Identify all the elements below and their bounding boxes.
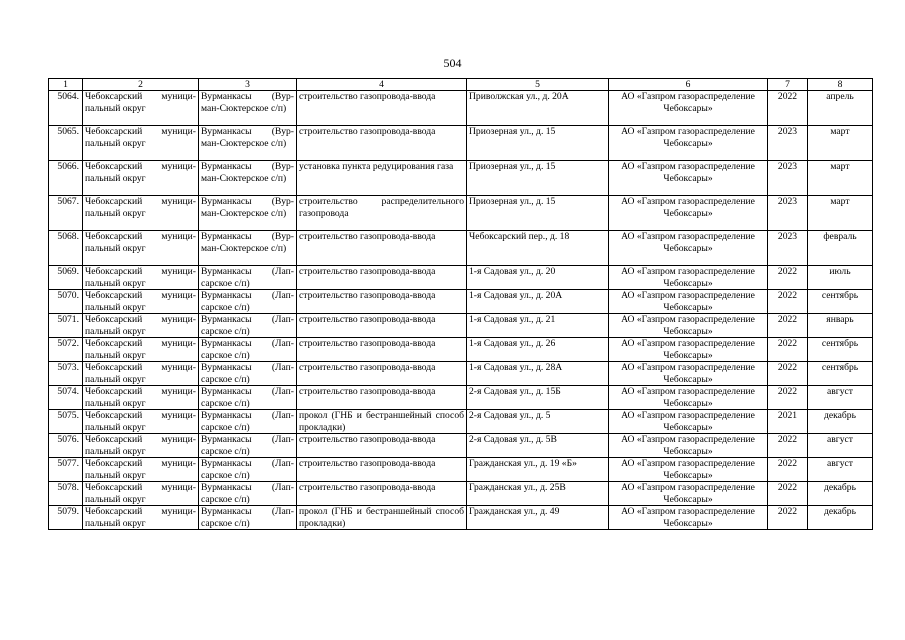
year-cell: 2023 — [768, 196, 808, 231]
address-cell: 1-я Садовая ул., д. 21 — [467, 314, 609, 338]
column-number-1: 1 — [49, 79, 83, 91]
organization-cell: АО «Газпром газораспределение Чебоксары» — [609, 196, 768, 231]
year-cell: 2022 — [768, 266, 808, 290]
table-row — [49, 506, 873, 530]
work-type-cell: строительство газопровода-ввода — [297, 266, 467, 290]
table-row — [49, 410, 873, 434]
organization-cell: АО «Газпром газораспределение Чебоксары» — [609, 290, 768, 314]
table-row — [49, 231, 873, 266]
district-cell: Чебоксарский муници-пальный округ — [83, 126, 199, 161]
column-number-4: 4 — [297, 79, 467, 91]
organization-cell: АО «Газпром газораспределение Чебоксары» — [609, 126, 768, 161]
address-cell: 2-я Садовая ул., д. 5В — [467, 434, 609, 458]
column-number-5: 5 — [467, 79, 609, 91]
district-cell: Чебоксарский муници-пальный округ — [83, 458, 199, 482]
organization-cell: АО «Газпром газораспределение Чебоксары» — [609, 161, 768, 196]
settlement-cell: Вурманкасы (Вур-ман-Сюктерское с/п) — [199, 231, 297, 266]
work-type-cell: строительство газопровода-ввода — [297, 314, 467, 338]
year-cell: 2022 — [768, 362, 808, 386]
organization-cell: АО «Газпром газораспределение Чебоксары» — [609, 506, 768, 530]
table-row — [49, 386, 873, 410]
table-row — [49, 434, 873, 458]
address-cell: 1-я Садовая ул., д. 28А — [467, 362, 609, 386]
table-row — [49, 362, 873, 386]
page-number: 504 — [443, 56, 462, 70]
work-type-cell: строительство газопровода-ввода — [297, 482, 467, 506]
work-type-cell: строительство газопровода-ввода — [297, 362, 467, 386]
month-cell: август — [808, 434, 873, 458]
settlement-cell: Вурманкасы (Вур-ман-Сюктерское с/п) — [199, 126, 297, 161]
district-cell: Чебоксарский муници-пальный округ — [83, 386, 199, 410]
settlement-cell: Вурманкасы (Лап-сарское с/п) — [199, 314, 297, 338]
organization-cell: АО «Газпром газораспределение Чебоксары» — [609, 231, 768, 266]
row-number: 5074. — [49, 386, 83, 410]
month-cell: март — [808, 161, 873, 196]
registry-table — [48, 78, 873, 530]
organization-cell: АО «Газпром газораспределение Чебоксары» — [609, 362, 768, 386]
table-row — [49, 314, 873, 338]
row-number: 5073. — [49, 362, 83, 386]
work-type-cell: установка пункта редуцирования газа — [297, 161, 467, 196]
district-cell: Чебоксарский муници-пальный округ — [83, 338, 199, 362]
settlement-cell: Вурманкасы (Вур-ман-Сюктерское с/п) — [199, 161, 297, 196]
work-type-cell: строительство газопровода-ввода — [297, 290, 467, 314]
row-number: 5069. — [49, 266, 83, 290]
row-number: 5079. — [49, 506, 83, 530]
month-cell: июль — [808, 266, 873, 290]
month-cell: апрель — [808, 91, 873, 126]
column-number-8: 8 — [808, 79, 873, 91]
address-cell: Приозерная ул., д. 15 — [467, 126, 609, 161]
organization-cell: АО «Газпром газораспределение Чебоксары» — [609, 314, 768, 338]
row-number: 5072. — [49, 338, 83, 362]
district-cell: Чебоксарский муници-пальный округ — [83, 91, 199, 126]
row-number: 5067. — [49, 196, 83, 231]
month-cell: сентябрь — [808, 290, 873, 314]
row-number: 5076. — [49, 434, 83, 458]
registry-body — [49, 79, 873, 530]
address-cell: Приволжская ул., д. 20А — [467, 91, 609, 126]
table-row — [49, 482, 873, 506]
month-cell: декабрь — [808, 506, 873, 530]
row-number: 5070. — [49, 290, 83, 314]
month-cell: январь — [808, 314, 873, 338]
table-row — [49, 338, 873, 362]
work-type-cell: строительство газопровода-ввода — [297, 434, 467, 458]
district-cell: Чебоксарский муници-пальный округ — [83, 314, 199, 338]
work-type-cell: строительство газопровода-ввода — [297, 458, 467, 482]
organization-cell: АО «Газпром газораспределение Чебоксары» — [609, 266, 768, 290]
organization-cell: АО «Газпром газораспределение Чебоксары» — [609, 434, 768, 458]
month-cell: декабрь — [808, 482, 873, 506]
year-cell: 2022 — [768, 506, 808, 530]
column-number-6: 6 — [609, 79, 768, 91]
district-cell: Чебоксарский муници-пальный округ — [83, 362, 199, 386]
district-cell: Чебоксарский муници-пальный округ — [83, 231, 199, 266]
row-number: 5064. — [49, 91, 83, 126]
row-number: 5066. — [49, 161, 83, 196]
month-cell: декабрь — [808, 410, 873, 434]
table-row — [49, 91, 873, 126]
address-cell: 1-я Садовая ул., д. 20А — [467, 290, 609, 314]
column-number-2: 2 — [83, 79, 199, 91]
settlement-cell: Вурманкасы (Лап-сарское с/п) — [199, 362, 297, 386]
month-cell: сентябрь — [808, 338, 873, 362]
address-cell: Приозерная ул., д. 15 — [467, 161, 609, 196]
district-cell: Чебоксарский муници-пальный округ — [83, 161, 199, 196]
address-cell: Гражданская ул., д. 19 «Б» — [467, 458, 609, 482]
column-number-3: 3 — [199, 79, 297, 91]
address-cell: Гражданская ул., д. 25В — [467, 482, 609, 506]
address-cell: Гражданская ул., д. 49 — [467, 506, 609, 530]
organization-cell: АО «Газпром газораспределение Чебоксары» — [609, 482, 768, 506]
month-cell: март — [808, 196, 873, 231]
table-row — [49, 196, 873, 231]
district-cell: Чебоксарский муници-пальный округ — [83, 506, 199, 530]
district-cell: Чебоксарский муници-пальный округ — [83, 196, 199, 231]
settlement-cell: Вурманкасы (Лап-сарское с/п) — [199, 338, 297, 362]
year-cell: 2022 — [768, 91, 808, 126]
row-number: 5075. — [49, 410, 83, 434]
district-cell: Чебоксарский муници-пальный округ — [83, 290, 199, 314]
district-cell: Чебоксарский муници-пальный округ — [83, 482, 199, 506]
column-number-7: 7 — [768, 79, 808, 91]
district-cell: Чебоксарский муници-пальный округ — [83, 266, 199, 290]
year-cell: 2021 — [768, 410, 808, 434]
work-type-cell: строительство газопровода-ввода — [297, 231, 467, 266]
year-cell: 2022 — [768, 338, 808, 362]
year-cell: 2023 — [768, 231, 808, 266]
row-number: 5078. — [49, 482, 83, 506]
settlement-cell: Вурманкасы (Лап-сарское с/п) — [199, 434, 297, 458]
settlement-cell: Вурманкасы (Лап-сарское с/п) — [199, 482, 297, 506]
settlement-cell: Вурманкасы (Вур-ман-Сюктерское с/п) — [199, 91, 297, 126]
month-cell: март — [808, 126, 873, 161]
address-cell: 2-я Садовая ул., д. 5 — [467, 410, 609, 434]
year-cell: 2023 — [768, 126, 808, 161]
district-cell: Чебоксарский муници-пальный округ — [83, 410, 199, 434]
settlement-cell: Вурманкасы (Вур-ман-Сюктерское с/п) — [199, 196, 297, 231]
column-number-row — [49, 79, 873, 91]
table-row — [49, 161, 873, 196]
year-cell: 2022 — [768, 458, 808, 482]
work-type-cell: строительство газопровода-ввода — [297, 338, 467, 362]
work-type-cell: строительство газопровода-ввода — [297, 386, 467, 410]
year-cell: 2022 — [768, 386, 808, 410]
table-row — [49, 126, 873, 161]
month-cell: сентябрь — [808, 362, 873, 386]
work-type-cell: строительство распределительного газопровода — [297, 196, 467, 231]
month-cell: август — [808, 458, 873, 482]
year-cell: 2022 — [768, 482, 808, 506]
settlement-cell: Вурманкасы (Лап-сарское с/п) — [199, 386, 297, 410]
organization-cell: АО «Газпром газораспределение Чебоксары» — [609, 458, 768, 482]
settlement-cell: Вурманкасы (Лап-сарское с/п) — [199, 290, 297, 314]
row-number: 5068. — [49, 231, 83, 266]
work-type-cell: строительство газопровода-ввода — [297, 126, 467, 161]
organization-cell: АО «Газпром газораспределение Чебоксары» — [609, 410, 768, 434]
month-cell: февраль — [808, 231, 873, 266]
address-cell: Чебоксарский пер., д. 18 — [467, 231, 609, 266]
work-type-cell: прокол (ГНБ и бестраншейный способ прокладки) — [297, 410, 467, 434]
row-number: 5077. — [49, 458, 83, 482]
month-cell: август — [808, 386, 873, 410]
work-type-cell: прокол (ГНБ и бестраншейный способ прокладки) — [297, 506, 467, 530]
organization-cell: АО «Газпром газораспределение Чебоксары» — [609, 91, 768, 126]
address-cell: 1-я Садовая ул., д. 26 — [467, 338, 609, 362]
year-cell: 2022 — [768, 290, 808, 314]
row-number: 5065. — [49, 126, 83, 161]
address-cell: Приозерная ул., д. 15 — [467, 196, 609, 231]
year-cell: 2022 — [768, 434, 808, 458]
row-number: 5071. — [49, 314, 83, 338]
work-type-cell: строительство газопровода-ввода — [297, 91, 467, 126]
district-cell: Чебоксарский муници-пальный округ — [83, 434, 199, 458]
settlement-cell: Вурманкасы (Лап-сарское с/п) — [199, 410, 297, 434]
settlement-cell: Вурманкасы (Лап-сарское с/п) — [199, 506, 297, 530]
year-cell: 2022 — [768, 314, 808, 338]
table-row — [49, 290, 873, 314]
table-row — [49, 458, 873, 482]
settlement-cell: Вурманкасы (Лап-сарское с/п) — [199, 458, 297, 482]
address-cell: 2-я Садовая ул., д. 15Б — [467, 386, 609, 410]
table-row — [49, 266, 873, 290]
year-cell: 2023 — [768, 161, 808, 196]
organization-cell: АО «Газпром газораспределение Чебоксары» — [609, 386, 768, 410]
organization-cell: АО «Газпром газораспределение Чебоксары» — [609, 338, 768, 362]
address-cell: 1-я Садовая ул., д. 20 — [467, 266, 609, 290]
settlement-cell: Вурманкасы (Лап-сарское с/п) — [199, 266, 297, 290]
